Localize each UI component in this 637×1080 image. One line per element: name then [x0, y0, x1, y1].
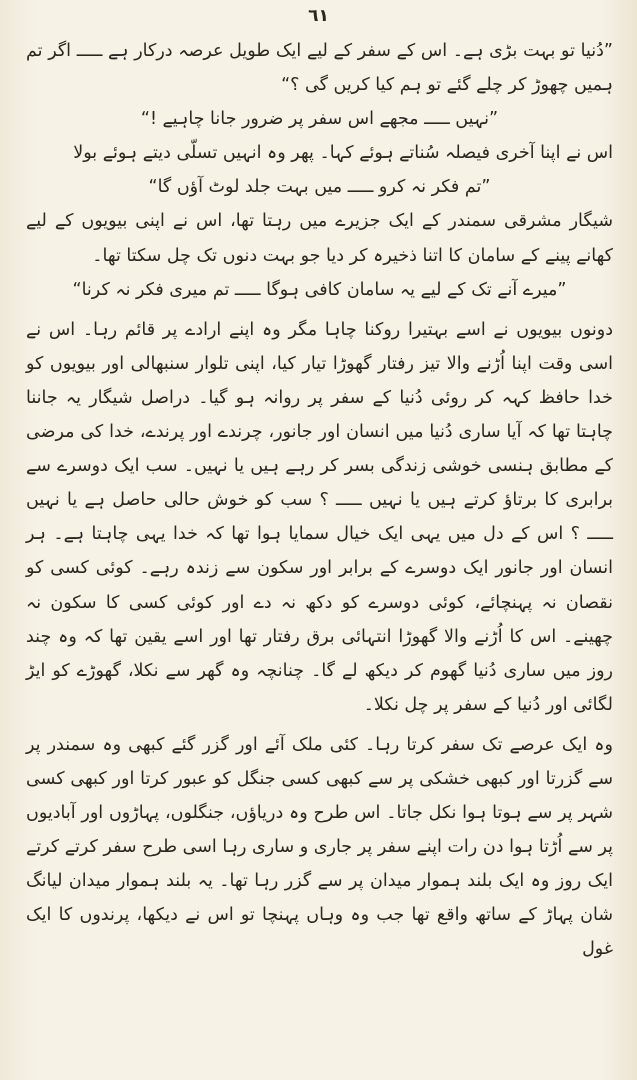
paragraph-dialogue-4: ”میرے آنے تک کے لیے یہ سامان کافی ہوگا ـــــ تم میری فکر نہ کرنا“: [72, 279, 567, 300]
paragraph-dialogue-2: ”نہیں ـــــ مجھے اس سفر پر ضرور جانا چاہیے !“: [140, 109, 499, 130]
page-number: ٦١: [308, 6, 329, 26]
paragraph-narration-1: اس نے اپنا آخری فیصلہ سُناتے ہوئے کہا۔ پھر وہ انہیں تسلّی دیتے ہوئے بولا: [73, 143, 613, 164]
paragraph-narration-2: شیگار مشرقی سمندر کے ایک جزیرے میں رہتا تھا، اس نے اپنی بیویوں کے لیے کھانے پینے کے سامان کا اتنا ذخیرہ کر دیا جو بہت دنوں تک چل سکتا تھا۔: [26, 211, 613, 266]
paragraph-narration-4: وہ ایک عرصے تک سفر کرتا رہا۔ کئی ملک آئے اور گزر گئے کبھی وہ سمندر پر سے گزرتا اور کبھی خشکی پر سے کبھی کسی جنگل کو عبور کرتا اور کبھی کسی شہر پر سے ہوتا ہوا نکل جاتا۔ اس طرح وہ دریاؤں، جنگلوں، پہاڑوں اور آبادیوں پر سے اُڑتا ہوا دن رات اپنے سفر پر جاری و ساری رہا اسی طرح سفر کرتے کرتے ایک روز وہ ایک بلند ہموار میدان پر سے گزر رہا تھا۔ یہ بلند ہموار میدان لیانگ شان پہاڑ کے ساتھ واقع تھا جب وہ وہاں پہنچا تو اس نے دیکھا، پرندوں کا ایک غول: [26, 734, 613, 960]
paragraph-dialogue-3: ”تم فکر نہ کرو ـــــ میں بہت جلد لوٹ آؤں گا“: [148, 177, 491, 198]
paragraph-narration-3: دونوں بیویوں نے اسے بہتیرا روکنا چاہا مگر وہ اپنے ارادے پر قائم رہا۔ اس نے اسی وقت اپنا اُڑنے والا تیز رفتار گھوڑا تیار کیا، اپنی تلوار سنبھالی اور بیویوں کو خدا حافظ کہہ کر روئی دُنیا کے سفر پر روانہ ہو گیا۔ دراصل شیگار یہ جاننا چاہتا تھا کہ آیا ساری دُنیا میں انسان اور جانور، چرندے اور پرندے، خدا کی مرضی کے مطابق ہنسی خوشی زندگی بسر کر رہے ہیں یا نہیں۔ سب ایک دوسرے سے برابری کا برتاؤ کرتے ہیں یا نہیں ـــــ ؟ سب کو خوش حالی حاصل ہے یا نہیں ـــــ ؟ اس کے دل میں یہی ایک خیال سمایا ہوا تھا کہ خدا یہی چاہتا ہے۔ ہر انسان اور جانور ایک دوسرے کے برابر اور سکون سے زندہ رہے۔ کوئی کسی کو نقصان نہ پہنچائے، کوئی دوسرے کو دکھ نہ دے اور کوئی کسی کا سکون نہ چھینے۔ اس کا اُڑنے والا گھوڑا انتہائی برق رفتار تھا اور اسے یقین تھا کہ وہ چند روز میں ساری دُنیا گھوم کر دیکھ لے گا۔ چنانچہ وہ گھر سے نکلا، گھوڑے کو ایڑ لگائی اور دُنیا کے سفر پر چل نکلا۔: [26, 319, 613, 715]
paragraph-dialogue-1: ”دُنیا تو بہت بڑی ہے۔ اس کے سفر کے لیے ایک طویل عرصہ درکار ہے ـــــ اگر تم ہمیں چھوڑ کر چلے گئے تو ہم کیا کریں گی ؟“: [26, 41, 613, 96]
page-text: [26, 34, 613, 1060]
